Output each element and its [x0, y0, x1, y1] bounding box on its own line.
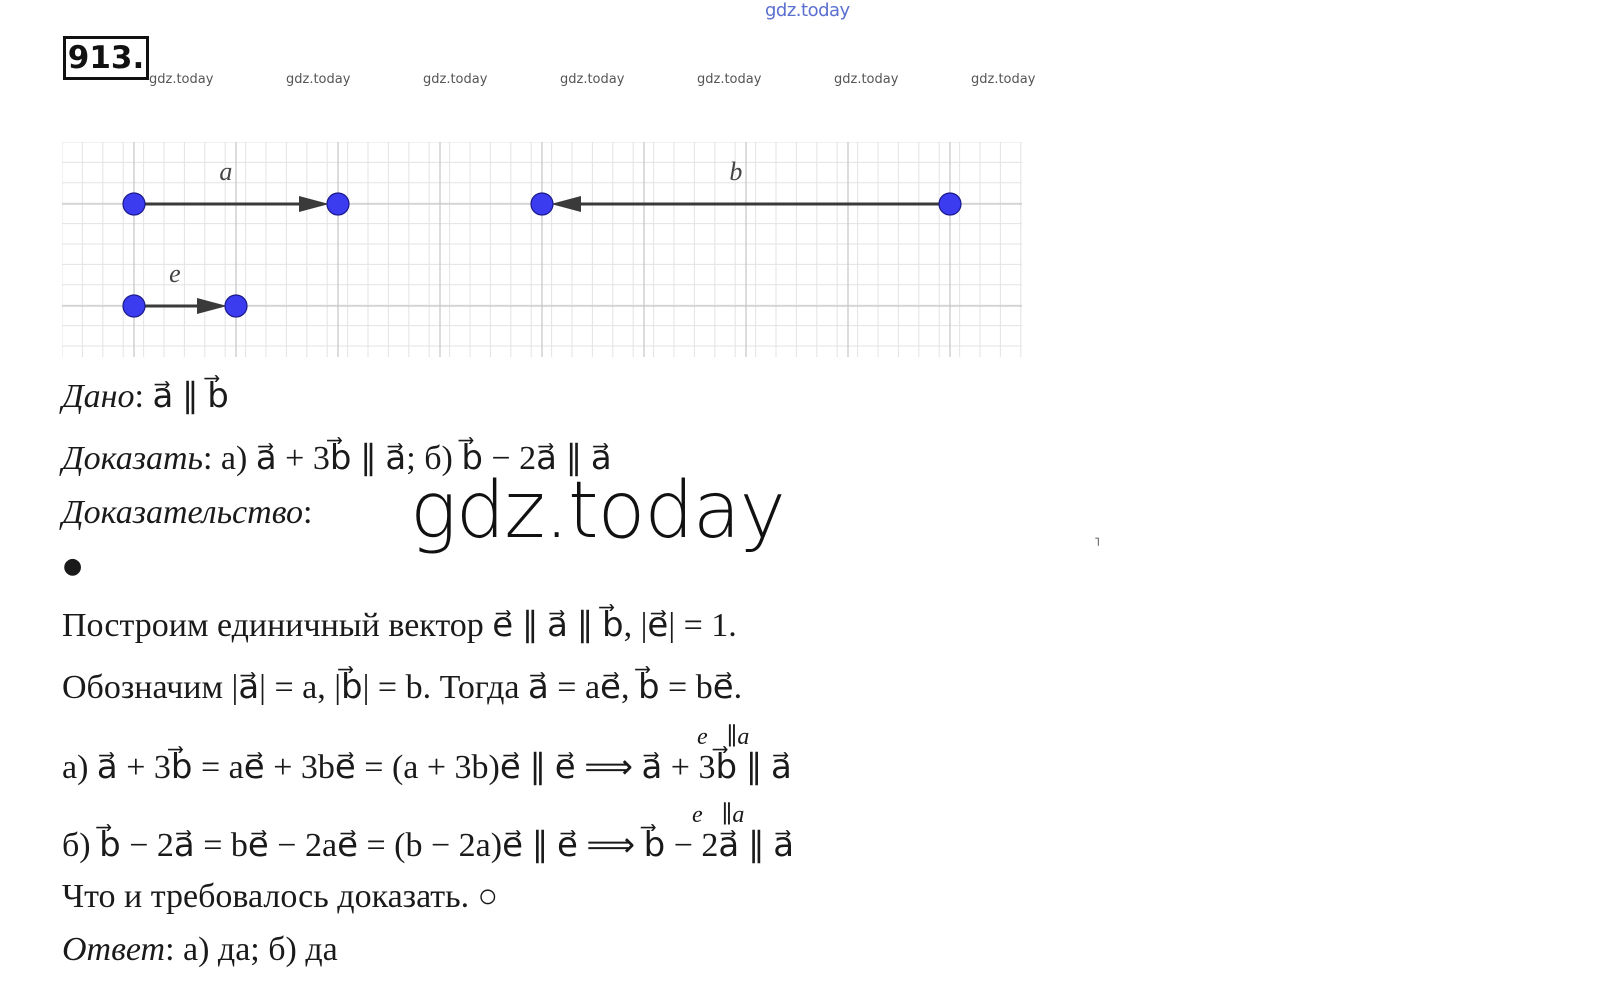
watermark-text: gdz.today: [560, 72, 625, 87]
part-a-line: а) a⃗ + 3b⃗ = ae⃗ + 3be⃗ = (a + 3b)e⃗ ∥ e⃗ ⟹ a⃗ + 3b⃗ ∥ a⃗: [62, 749, 792, 786]
given-line: [62, 377, 229, 417]
vector-start-point: [939, 193, 961, 215]
bullet: ●: [63, 554, 83, 579]
watermark-text: gdz.today: [149, 72, 214, 87]
watermark-top: gdz.today: [765, 0, 850, 21]
vector-arrowhead: [299, 196, 329, 212]
watermark-row: [0, 72, 1100, 88]
watermark-text: gdz.today: [971, 72, 1036, 87]
implication-condition-a: e⃗∥a⃗: [697, 724, 769, 750]
watermark-text: gdz.today: [697, 72, 762, 87]
construction-line: Построим единичный вектор e⃗ ∥ a⃗ ∥ b⃗, |e⃗| = 1.: [62, 607, 737, 644]
answer-line: [62, 930, 338, 970]
watermark-text: gdz.today: [286, 72, 351, 87]
answer-text: : а) да; б) да: [165, 931, 338, 968]
implication-condition-b: e⃗∥a⃗: [692, 802, 764, 828]
part-b-line: б) b⃗ − 2a⃗ = be⃗ − 2ae⃗ = (b − 2a)e⃗ ∥ e⃗ ⟹ b⃗ − 2a⃗ ∥ a⃗: [62, 827, 795, 864]
proof-colon: :: [303, 494, 313, 531]
vector-end-point: [531, 193, 553, 215]
notation-line: Обозначим |a⃗| = a, |b⃗| = b. Тогда a⃗ = ae⃗, b⃗ = be⃗.: [62, 669, 743, 706]
watermark-big: gdz.today: [410, 466, 785, 556]
vector-start-point: [123, 193, 145, 215]
vector-arrowhead: [551, 196, 581, 212]
conclusion-line: Что и требовалось доказать. ○: [62, 878, 499, 915]
vector-end-point: [327, 193, 349, 215]
prove-text: : а) a⃗ + 3b⃗ ∥ a⃗; б) b⃗ − 2a⃗ ∥ a⃗: [202, 440, 612, 477]
vector-end-point: [225, 295, 247, 317]
vector-label: b⃗: [729, 157, 763, 186]
vector-label: a⃗: [219, 157, 253, 186]
answer-label: Ответ: [62, 931, 166, 968]
vector-label: e⃗: [169, 259, 201, 288]
vector-start-point: [123, 295, 145, 317]
prove-label: Доказать: [62, 440, 203, 477]
proof-label: Доказательство: [62, 494, 304, 531]
proof-label-line: [62, 493, 312, 533]
given-label: Дано: [62, 378, 135, 415]
given-text: : a⃗ ∥ b⃗: [134, 378, 229, 415]
vector-arrowhead: [197, 298, 227, 314]
stray-mark: ˥: [1094, 535, 1100, 549]
task-number: 913.: [63, 36, 149, 80]
watermark-text: gdz.today: [423, 72, 488, 87]
watermark-text: gdz.today: [834, 72, 899, 87]
vector-diagram: [62, 142, 1022, 362]
